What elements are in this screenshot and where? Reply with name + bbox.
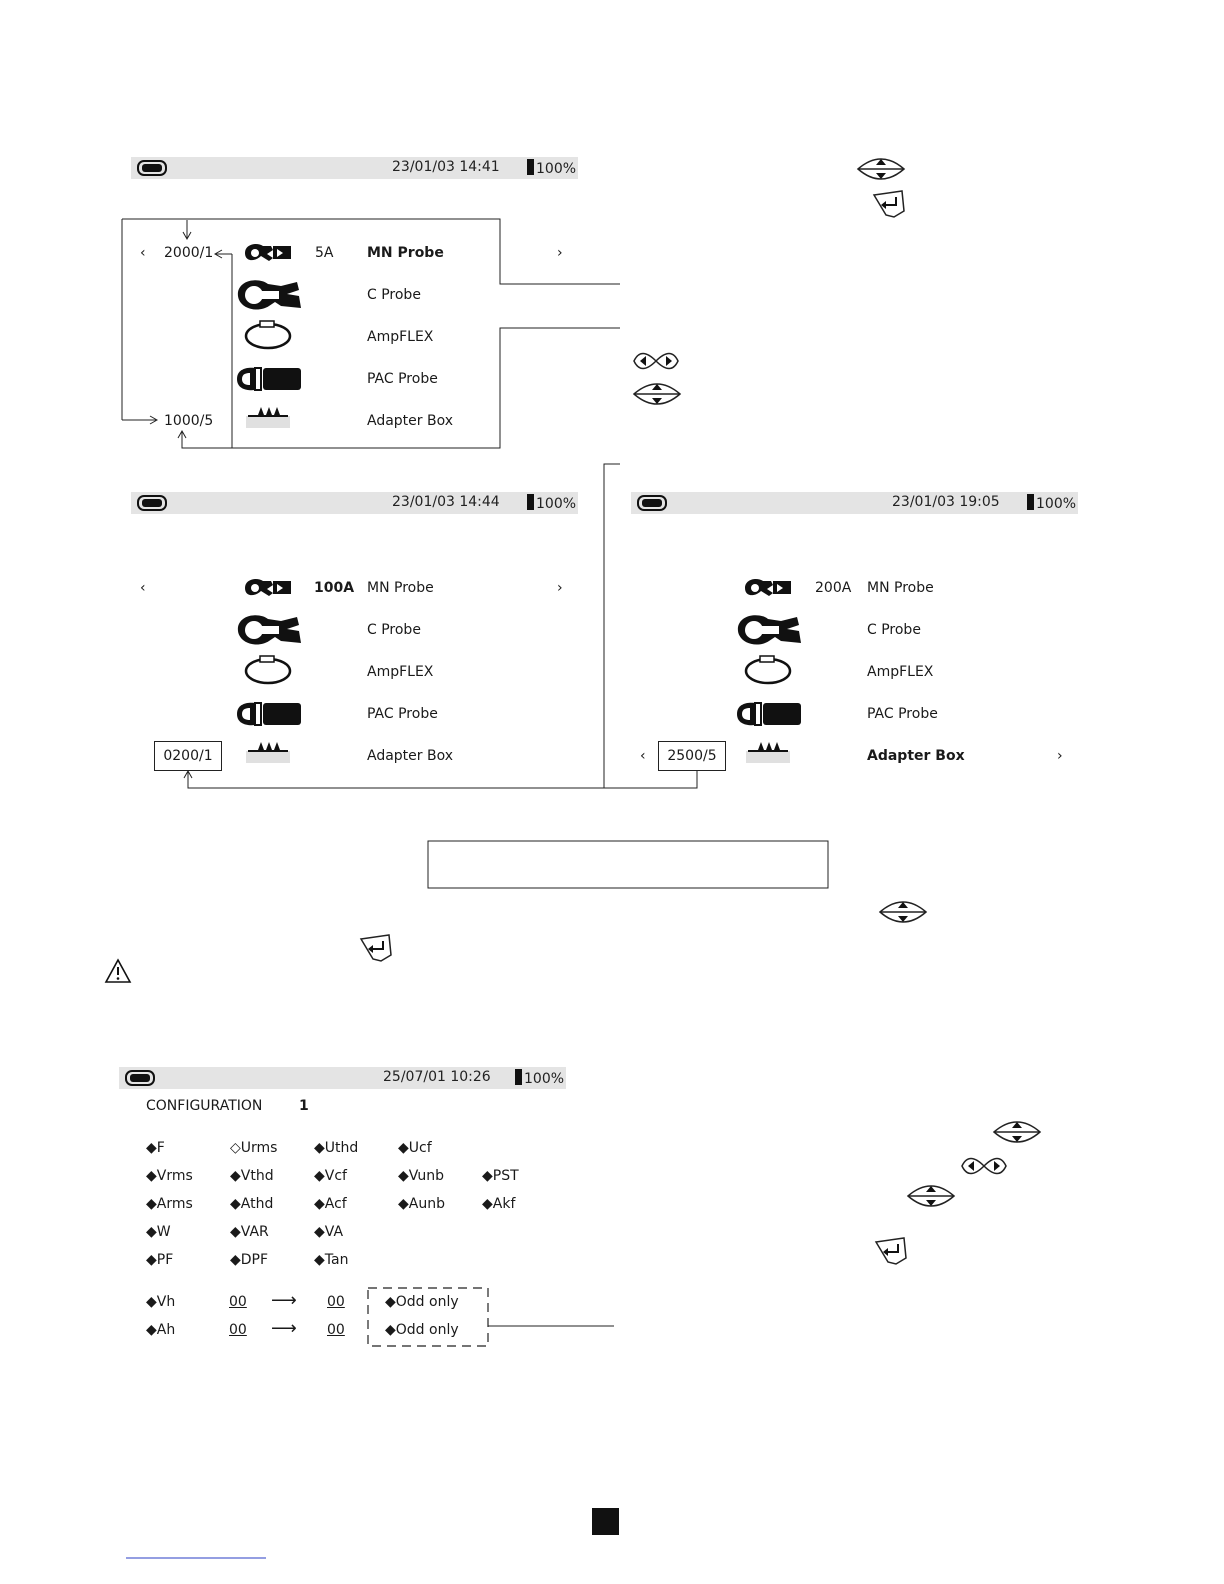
probe-option-pac[interactable]: PAC Probe: [367, 706, 438, 722]
ampflex-icon: [243, 655, 293, 685]
probe-option-ampflex[interactable]: AmpFLEX: [367, 329, 434, 345]
probe-option-adapter[interactable]: Adapter Box: [367, 748, 454, 764]
status-bar: [131, 492, 578, 514]
range-label: 200A: [815, 580, 852, 596]
harmonic-vh-to[interactable]: 00: [327, 1294, 345, 1310]
battery-indicator: 100%: [527, 159, 576, 177]
config-title: CONFIGURATION: [146, 1098, 263, 1114]
harmonic-ah-option[interactable]: ◆Odd only: [385, 1322, 459, 1338]
status-datetime: 23/01/03 14:41: [392, 159, 500, 175]
param-var[interactable]: ◆VAR: [230, 1224, 269, 1240]
battery-indicator: 100%: [527, 494, 576, 512]
ampflex-icon: [743, 655, 793, 685]
device-icon: [125, 1070, 155, 1086]
ratio-input[interactable]: 0200/1: [154, 741, 222, 771]
mn-probe-icon: [243, 577, 293, 599]
device-icon: [637, 495, 667, 511]
battery-icon: [527, 494, 534, 510]
harmonic-arrow: ⟶: [271, 1290, 297, 1311]
harmonic-vh-from[interactable]: 00: [229, 1294, 247, 1310]
status-datetime: 25/07/01 10:26: [383, 1069, 491, 1085]
c-probe-icon: [235, 613, 301, 647]
battery-indicator: 100%: [515, 1069, 564, 1087]
param-vunb[interactable]: ◆Vunb: [398, 1168, 445, 1184]
adapter-box-icon: [246, 740, 290, 764]
mn-probe-icon: [743, 577, 793, 599]
param-akf[interactable]: ◆Akf: [482, 1196, 516, 1212]
status-bar: [631, 492, 1078, 514]
harmonic-ah-label[interactable]: ◆Ah: [146, 1322, 176, 1338]
harmonic-vh-label[interactable]: ◆Vh: [146, 1294, 176, 1310]
param-athd[interactable]: ◆Athd: [230, 1196, 274, 1212]
probe-option-mn[interactable]: MN Probe: [367, 580, 434, 596]
probe-option-ampflex[interactable]: AmpFLEX: [367, 664, 434, 680]
ratio-value: 2000/1: [164, 245, 214, 261]
param-aunb[interactable]: ◆Aunb: [398, 1196, 445, 1212]
ampflex-icon: [243, 320, 293, 350]
param-w[interactable]: ◆W: [146, 1224, 171, 1240]
up-down-key-icon: [991, 1118, 1043, 1146]
param-urms[interactable]: ◇Urms: [230, 1140, 278, 1156]
status-datetime: 23/01/03 14:44: [392, 494, 500, 510]
pac-probe-icon: [735, 700, 803, 728]
left-right-key-icon: [959, 1153, 1009, 1179]
status-bar: [131, 157, 578, 179]
nav-right-arrow[interactable]: ›: [557, 245, 563, 261]
param-tan[interactable]: ◆Tan: [314, 1252, 349, 1268]
probe-option-pac[interactable]: PAC Probe: [367, 371, 438, 387]
probe-option-ampflex[interactable]: AmpFLEX: [867, 664, 934, 680]
up-down-key-icon: [631, 380, 683, 408]
param-pst[interactable]: ◆PST: [482, 1168, 519, 1184]
probe-option-adapter[interactable]: Adapter Box: [867, 748, 965, 764]
c-probe-icon: [235, 278, 301, 312]
config-number[interactable]: 1: [299, 1098, 309, 1114]
nav-right-arrow[interactable]: ›: [1057, 748, 1063, 764]
enter-key-icon: [872, 189, 906, 219]
up-down-key-icon: [877, 898, 929, 926]
enter-key-icon: [874, 1236, 908, 1266]
probe-option-mn[interactable]: MN Probe: [367, 245, 444, 261]
up-down-key-icon: [905, 1182, 957, 1210]
param-dpf[interactable]: ◆DPF: [230, 1252, 269, 1268]
adapter-box-icon: [246, 405, 290, 429]
param-vcf[interactable]: ◆Vcf: [314, 1168, 347, 1184]
probe-option-adapter[interactable]: Adapter Box: [367, 413, 454, 429]
harmonic-vh-option[interactable]: ◆Odd only: [385, 1294, 459, 1310]
battery-icon: [527, 159, 534, 175]
param-acf[interactable]: ◆Acf: [314, 1196, 347, 1212]
param-pf[interactable]: ◆PF: [146, 1252, 174, 1268]
nav-left-arrow[interactable]: ‹: [640, 748, 646, 764]
probe-option-c[interactable]: C Probe: [367, 287, 421, 303]
up-down-key-icon: [855, 155, 907, 183]
status-datetime: 23/01/03 19:05: [892, 494, 1000, 510]
battery-icon: [515, 1069, 522, 1085]
c-probe-icon: [735, 613, 801, 647]
status-bar: [119, 1067, 566, 1089]
harmonic-ah-from[interactable]: 00: [229, 1322, 247, 1338]
param-va[interactable]: ◆VA: [314, 1224, 344, 1240]
range-label: 100A: [314, 580, 355, 596]
probe-option-pac[interactable]: PAC Probe: [867, 706, 938, 722]
device-icon: [137, 160, 167, 176]
battery-icon: [1027, 494, 1034, 510]
harmonic-arrow: ⟶: [271, 1318, 297, 1339]
device-icon: [137, 495, 167, 511]
probe-option-c[interactable]: C Probe: [367, 622, 421, 638]
param-f[interactable]: ◆F: [146, 1140, 165, 1156]
param-ucf[interactable]: ◆Ucf: [398, 1140, 432, 1156]
pac-probe-icon: [235, 365, 303, 393]
nav-left-arrow[interactable]: ‹: [140, 245, 146, 261]
pac-probe-icon: [235, 700, 303, 728]
nav-right-arrow[interactable]: ›: [557, 580, 563, 596]
probe-option-c[interactable]: C Probe: [867, 622, 921, 638]
param-arms[interactable]: ◆Arms: [146, 1196, 193, 1212]
harmonic-ah-to[interactable]: 00: [327, 1322, 345, 1338]
param-uthd[interactable]: ◆Uthd: [314, 1140, 359, 1156]
param-vrms[interactable]: ◆Vrms: [146, 1168, 193, 1184]
range-label: 5A: [315, 245, 334, 261]
enter-key-icon: [359, 933, 393, 963]
param-vthd[interactable]: ◆Vthd: [230, 1168, 274, 1184]
adapter-box-icon: [746, 740, 790, 764]
probe-option-mn[interactable]: MN Probe: [867, 580, 934, 596]
warning-icon: [104, 958, 132, 984]
nav-left-arrow[interactable]: ‹: [140, 580, 146, 596]
left-right-key-icon: [631, 348, 681, 374]
battery-indicator: 100%: [1027, 494, 1076, 512]
ratio-value-secondary: 1000/5: [164, 413, 214, 429]
mn-probe-icon: [243, 242, 293, 264]
page-marker: [592, 1508, 619, 1535]
ratio-input[interactable]: 2500/5: [658, 741, 726, 771]
